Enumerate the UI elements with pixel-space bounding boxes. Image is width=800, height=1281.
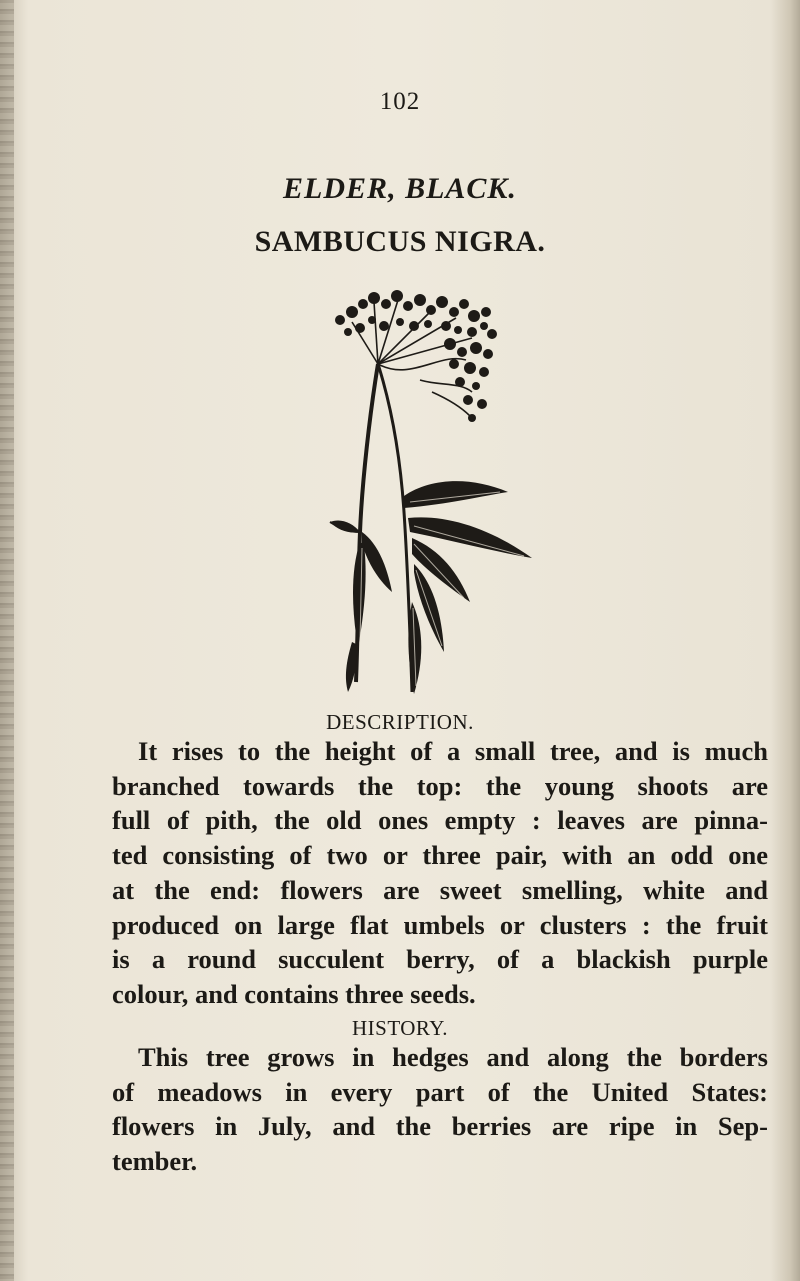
history-line: flowers in July, and the berries are ripe in Sep- xyxy=(112,1111,768,1142)
page-number: 102 xyxy=(379,88,421,115)
description-line: is a round succulent berry, of a blackish purple xyxy=(112,944,768,975)
elder-branch-illustration xyxy=(300,282,600,698)
history-heading: HISTORY. xyxy=(351,1016,448,1040)
history-line: of meadows in every part of the United States: xyxy=(112,1076,768,1107)
description-heading: DESCRIPTION. xyxy=(326,710,474,734)
flower-cluster xyxy=(335,290,497,422)
history-paragraph xyxy=(112,1040,768,1179)
description-paragraph xyxy=(112,734,768,1012)
history-line: tember. xyxy=(112,1146,198,1177)
plant-latin-name: SAMBUCUS NIGRA. xyxy=(254,225,546,258)
description-line: colour, and contains three seeds. xyxy=(112,978,476,1009)
description-line: ted consisting of two or three pair, with an odd one xyxy=(112,840,768,871)
description-line: at the end: flowers are sweet smelling, white and xyxy=(112,874,768,905)
description-line: full of pith, the old ones empty : leaves are pinna- xyxy=(112,805,768,836)
description-line: branched towards the top: the young shoots are xyxy=(112,770,768,801)
description-line: It rises to the height of a small tree, and is much xyxy=(138,736,768,766)
description-line: produced on large flat umbels or clusters : the fruit xyxy=(112,909,768,940)
plant-common-name: ELDER, BLACK. xyxy=(283,172,517,205)
history-line: This tree grows in hedges and along the borders xyxy=(138,1042,768,1072)
